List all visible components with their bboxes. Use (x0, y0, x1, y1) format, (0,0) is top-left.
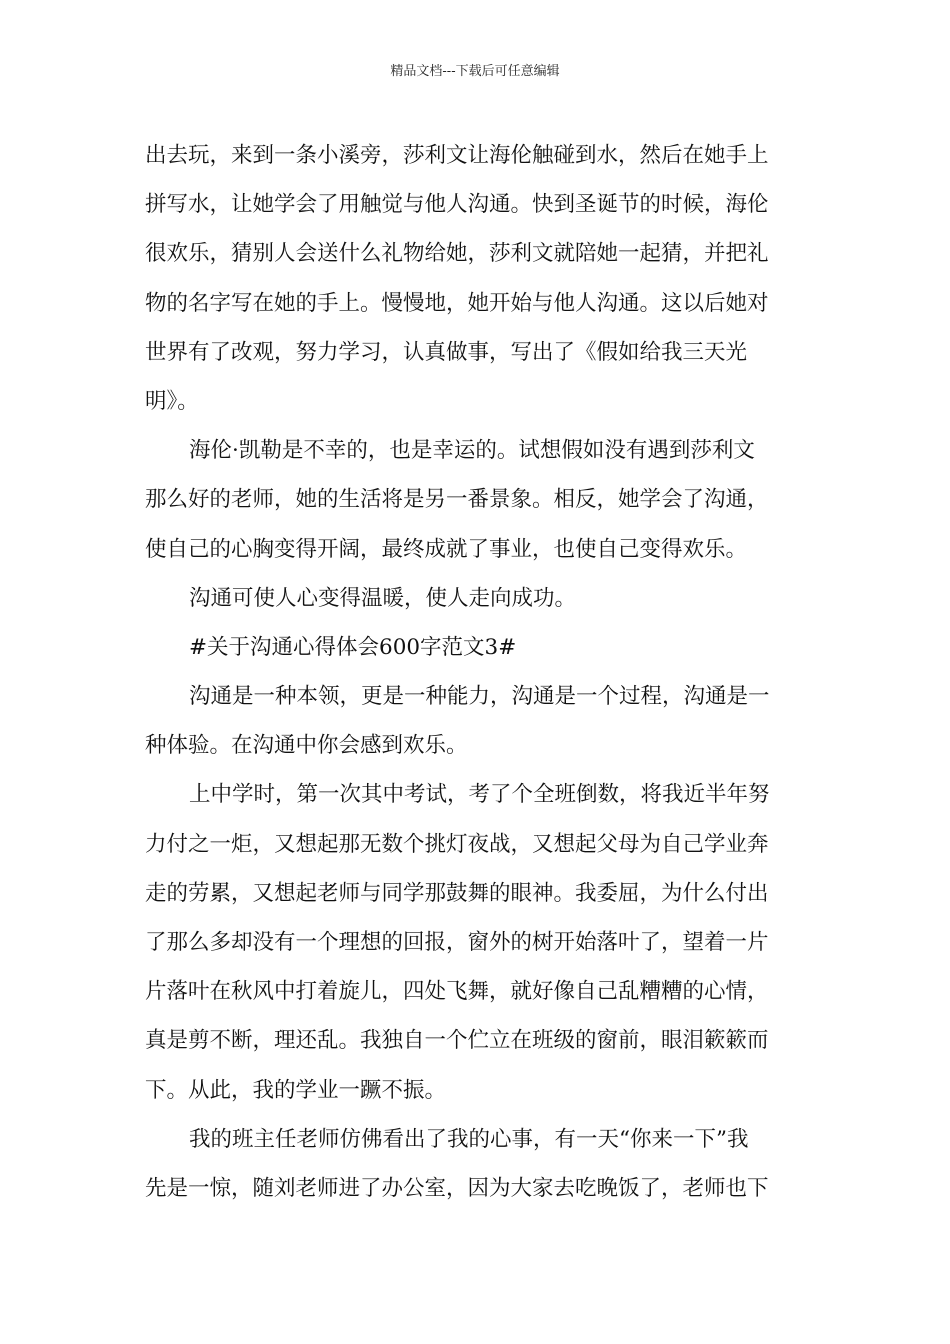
text-line: 真是剪不断，理还乱。我独自一个伫立在班级的窗前，眼泪簌簌而 (145, 1028, 769, 1054)
text-line: 使自己的心胸变得开阔，最终成就了事业，也使自己变得欢乐。 (145, 536, 748, 562)
text-line: 那么好的老师，她的生活将是另一番景象。相反，她学会了沟通， (145, 487, 769, 513)
text-line: 种体验。在沟通中你会感到欢乐。 (145, 733, 468, 759)
paragraph-start-line: 我的班主任老师仿佛看出了我的心事，有一天“你来一下”我 (189, 1126, 749, 1152)
text-line: 明》。 (145, 388, 199, 414)
text-line: 出去玩，来到一条小溪旁，莎利文让海伦触碰到水，然后在她手上 (145, 143, 769, 168)
page-header: 精品文档---下载后可任意编辑 (390, 64, 560, 79)
paragraph-start-line: 沟通可使人心变得温暖，使人走向成功。 (189, 585, 577, 611)
text-line: 世界有了改观，努力学习，认真做事，写出了《假如给我三天光 (145, 339, 748, 365)
text-line: 下。从此，我的学业一蹶不振。 (145, 1077, 447, 1103)
document-body (145, 131, 805, 1213)
text-line: 了那么多却没有一个理想的回报，窗外的树开始落叶了，望着一片 (145, 930, 769, 955)
text-line: 走的劳累，又想起老师与同学那鼓舞的眼神。我委屈，为什么付出 (145, 880, 769, 906)
text-line: 拼写水，让她学会了用触觉与他人沟通。快到圣诞节的时候，海伦 (145, 192, 769, 218)
section-heading: #关于沟通心得体会600字范文3# (189, 634, 517, 660)
text-line: 物的名字写在她的手上。慢慢地，她开始与他人沟通。这以后她对 (145, 290, 769, 316)
text-line: 先是一惊，随刘老师进了办公室，因为大家去吃晚饭了，老师也下 (145, 1175, 769, 1201)
paragraph-start-line: 海伦·凯勒是不幸的，也是幸运的。试想假如没有遇到莎利文 (189, 438, 755, 464)
text-line: 很欢乐，猜别人会送什么礼物给她，莎利文就陪她一起猜，并把礼 (145, 241, 769, 267)
text-line: 片落叶在秋风中打着旋儿，四处飞舞，就好像自己乱糟糟的心情， (145, 979, 769, 1005)
paragraph-start-line: 沟通是一种本领，更是一种能力，沟通是一个过程，沟通是一 (189, 684, 770, 710)
paragraph-start-line: 上中学时，第一次其中考试，考了个全班倒数，将我近半年努 (189, 782, 770, 808)
text-line: 力付之一炬，又想起那无数个挑灯夜战，又想起父母为自己学业奔 (145, 831, 769, 857)
